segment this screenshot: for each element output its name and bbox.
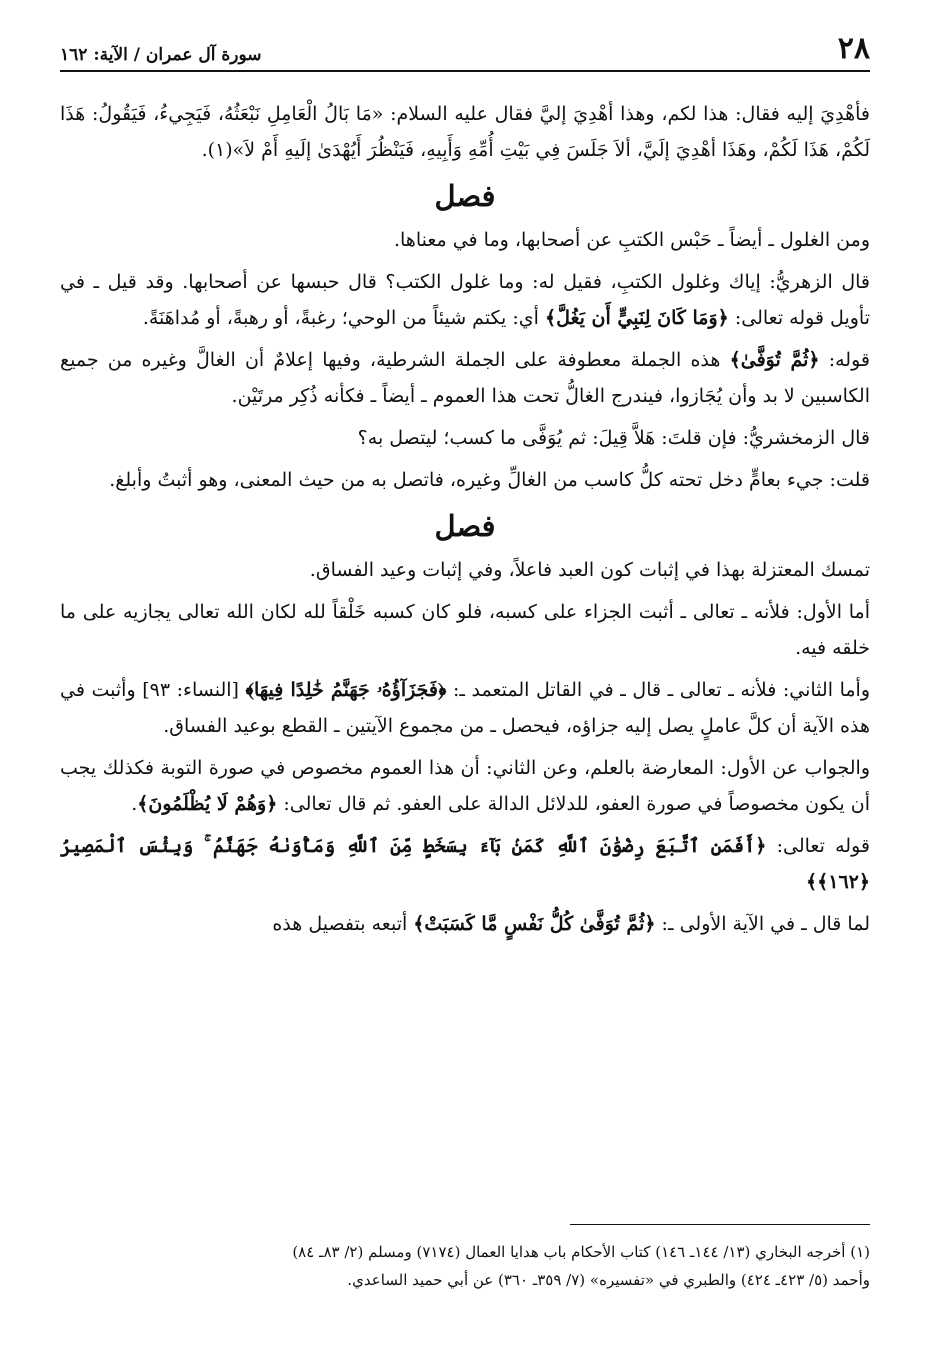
footnote-line: وأحمد (٥/ ٤٢٣ـ ٤٢٤) والطبري في «تفسيره» (٧/ ٣٥٩ـ ٣٦٠) عن أبي حميد الساعدي.	[347, 1271, 870, 1289]
paragraph	[60, 906, 870, 942]
text-span: أي: يكتم شيئاً من الوحي؛ رغبةً، أو رهبةً، أو مُداهَنَةً.	[142, 307, 545, 329]
paragraph: أما الأول: فلأنه ـ تعالى ـ أثبت الجزاء على كسبه، فلو كان كسبه خَلْقاً لله لكان الله تعالى يجازيه على ما خلقه فيه.	[60, 601, 870, 659]
text-span: قال الزهريُّ: إياك وغلول الكتبِ، فقيل له: وما غلول الكتب؟ قال حبسها عن أصحابها. وقد قيل ـ في تأويل قوله تعالى:	[60, 271, 870, 329]
text-span: هذه الجملة معطوفة على الجملة الشرطية، وفيها إعلامٌ أن الغالَّ وغيره من جميع الكاسبين لا بد وأن يُجَازوا، فيندرج الغالُّ تحت هذا العموم ـ أيضاً ـ فكأنه ذُكِر مرتَيْن.	[60, 349, 870, 407]
quran-quote: ﴿وَمَا كَانَ لِنَبِيٍّ أَن يَغُلَّ﴾	[544, 307, 729, 329]
text-span: أتبعه بتفصيل هذه	[272, 913, 414, 935]
paragraph-hadith: فأهْدِيَ إليه فقال: هذا لكم، وهذا أهْدِيَ إليَّ فقال عليه السلام: «مَا بَالُ الْعَامِلِ نَبْعَثُهُ، فَيَجِيءُ، فَيَقُولُ: هَذَا لَكُمْ، هَذَا لَكُمْ، وهَذَا أهْدِيَ إلَيَّ، ألاَ جَلَسَ فِي بَيْتِ أُمِّهِ وَأَبِيهِ، فَيَنْظُرَ أَيُهْدَىٰ إلَيهِ أَمْ لاَ»(١).	[60, 103, 870, 161]
footnote-line: (١) أخرجه البخاري (١٣/ ١٤٤ـ ١٤٦) كتاب الأحكام باب هدايا العمال (٧١٧٤) ومسلم (٢/ ٨٣ـ ٨٤)	[292, 1243, 870, 1261]
quran-quote: ﴿فَجَزَآؤُهُۥ جَهَنَّمُ خَٰلِدًا فِيهَا﴾	[245, 679, 447, 701]
quran-quote: ﴿ثُمَّ تُوَفَّىٰ كُلُّ نَفْسٍ مَّا كَسَبَتْ﴾	[413, 913, 656, 935]
quran-quote: ﴿ثُمَّ تُوَفَّىٰ﴾	[729, 349, 820, 371]
paragraph: تمسك المعتزلة بهذا في إثبات كون العبد فاعلاً، وفي إثبات وعيد الفساق.	[309, 559, 870, 581]
running-title: سورة آل عمران / الآية: ١٦٢	[60, 45, 262, 65]
text-span: وأما الثاني: فلأنه ـ تعالى ـ قال ـ في القاتل المتعمد ـ:	[446, 679, 871, 701]
paragraph	[60, 342, 870, 414]
text-span: والجواب عن الأول: المعارضة بالعلم، وعن الثاني: أن هذا العموم مخصوص في صورة التوبة فكذلك يجب أن يكون مخصوصاً في صورة العفو، للدلائل الدالة على العفو. ثم قال تعالى:	[60, 757, 870, 815]
paragraph: ومن الغلول ـ أيضاً ـ حَبْس الكتبِ عن أصحابها، وما في معناها.	[393, 229, 870, 251]
paragraph	[60, 672, 870, 744]
text-span: لما قال ـ في الآية الأولى ـ:	[655, 913, 870, 935]
paragraph: قال الزمخشريُّ: فإن قلتَ: هَلاَّ قِيلَ: ثم يُوَفَّى ما كسب؛ ليتصل به؟	[357, 427, 870, 449]
paragraph: قلت: جيء بعامٍّ دخل تحته كلُّ كاسب من الغالِّ وغيره، فاتصل به من حيث المعنى، وهو أثبتُ وأبلغ.	[109, 469, 870, 491]
page-body	[60, 96, 870, 948]
page-number: ٢٨	[837, 31, 870, 66]
quran-verse: ﴿أَفَمَنِ ٱتَّبَعَ رِضْوَٰنَ ٱللَّهِ كَمَنۢ بَآءَ بِسَخَطٍ مِّنَ ٱللَّهِ وَمَأْوَىٰهُ جَهَنَّمُ ۚ وَبِئْسَ ٱلْمَصِيرُ ﴿١٦٢﴾﴾	[60, 835, 870, 893]
text-span: [النساء: ٩٣] وأثبت في هذه الآية أن كلَّ عاملٍ يصل إليه جزاؤه، فيحصل ـ من مجموع الآيتين ـ القطع بوعيد الفساق.	[60, 679, 870, 737]
paragraph	[60, 264, 870, 336]
paragraph	[60, 750, 870, 822]
quran-quote: ﴿وَهُمْ لَا يُظْلَمُونَ﴾	[137, 793, 278, 815]
footnotes	[60, 1238, 870, 1294]
text-span: .	[131, 793, 138, 815]
page-header	[60, 28, 870, 72]
text-span: قوله:	[819, 349, 870, 371]
section-heading: فصل	[434, 179, 496, 213]
text-span: قوله تعالى:	[766, 835, 870, 857]
paragraph-verse	[60, 828, 870, 900]
section-heading: فصل	[434, 509, 496, 543]
footnote-divider	[570, 1224, 870, 1225]
